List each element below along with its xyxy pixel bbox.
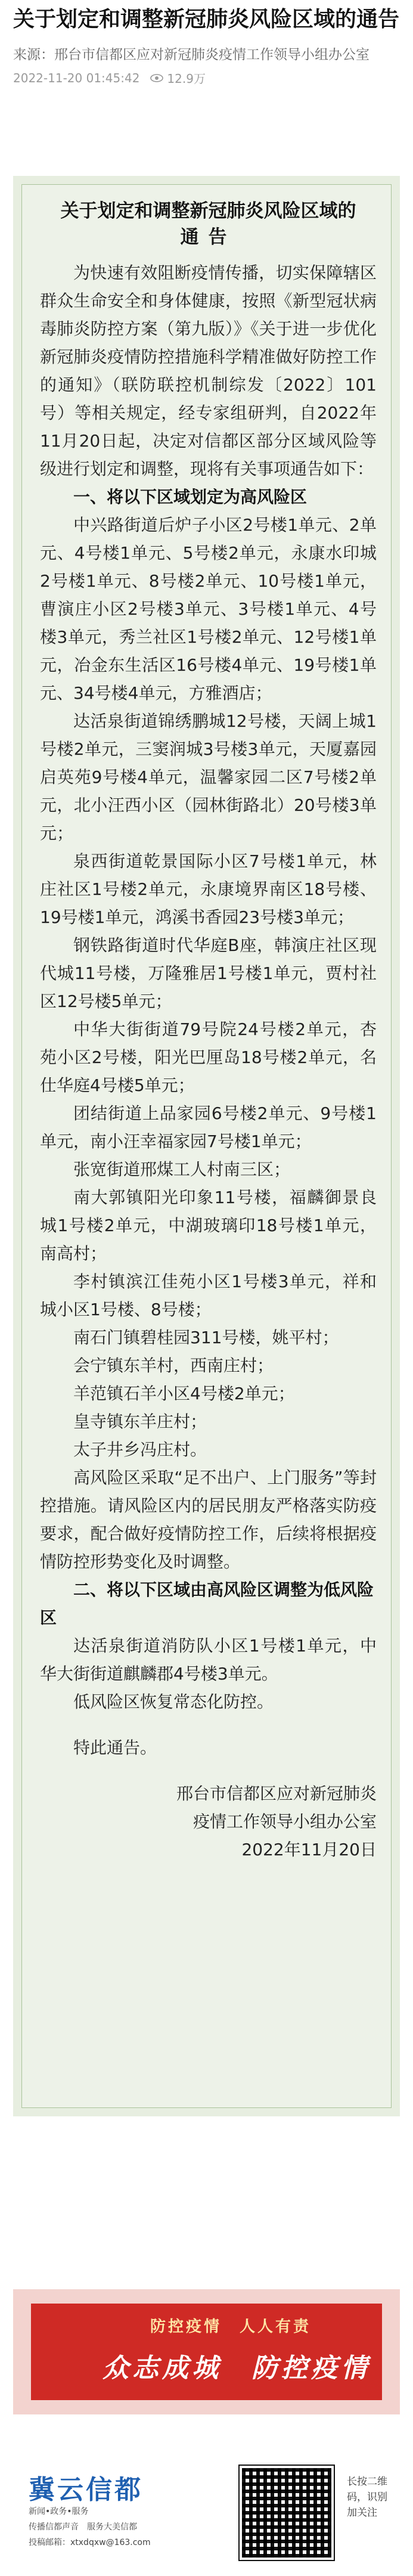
banner-main-text: 众志成城 防控疫情 [103, 2353, 371, 2383]
app-logo: 冀云信都 [29, 2475, 143, 2505]
footer-slogan: 传播信都声音 服务大美信都 [29, 2522, 137, 2532]
article-header [0, 0, 413, 86]
article-source: 来源：邢台市信都区应对新冠肺炎疫情工作领导小组办公室 [13, 47, 369, 63]
notice-title: 关于划定和调整新冠肺炎风险区域的 [60, 200, 356, 222]
area-item: 达活泉街道锦绣鹏城12号楼，天阔上城1号楼2单元，三窦润城3号楼3单元，天厦嘉园启英苑9号楼4单元，温馨家园二区7号楼2单元，北小汪西小区（园林街路北）20号楼3单元； [40, 711, 377, 843]
notice-title-suffix: 通告 [180, 227, 237, 248]
area-item: 南大郭镇阳光印象11号楼，福麟御景良城1号楼2单元，中湖玻璃印18号楼1单元，南高村； [40, 1188, 377, 1263]
view-count-value: 12.9万 [167, 72, 206, 86]
signature-line: 疫情工作领导小组办公室 [192, 1812, 377, 1831]
area-item: 南石门镇碧桂园311号楼，姚平村； [73, 1328, 339, 1347]
prevention-banner [13, 2289, 400, 2414]
area-item: 会宁镇东羊村，西南庄村； [73, 1356, 274, 1375]
footer-card [13, 2462, 400, 2566]
area-item: 泉西街道乾景国际小区7号楼1单元，林庄社区1号楼2单元，永康境界南区18号楼、19号楼1单元，鸿溪书香园23号楼3单元； [40, 851, 377, 927]
qr-code[interactable] [240, 2466, 334, 2560]
article-meta [13, 69, 400, 86]
publish-datetime: 2022-11-20 01:45:42 [13, 70, 140, 85]
area-item: 钢铁路街道时代华庭B座，韩演庄社区现代城11号楼，万隆雅居1号楼1单元，贾村社区12号楼5单元； [40, 935, 377, 1011]
area-item: 团结街道上品家园6号楼2单元、9号楼1单元，南小汪幸福家园7号楼1单元； [40, 1103, 377, 1151]
section-heading-lowered: 二、将以下区域由高风险区调整为低风险区 [40, 1580, 374, 1628]
notice-body [21, 184, 392, 2108]
notice-intro: 为快速有效阻断疫情传播，切实保障辖区群众生命安全和身体健康，按照《新型冠状病毒肺炎防控方案（第九版）》《关于进一步优化新冠肺炎疫情防控措施科学精准做好防控工作的通知》（联防联控机制综发〔2022〕101号）等相关规定，经专家组研判，自2022年11月20日起，决定对信都区部分区域风险等级进行划定和调整，现将有关事项通告如下： [40, 263, 377, 479]
qr-caption: 长按二维码，识别加关注 [347, 2476, 387, 2519]
notice-image [13, 176, 400, 2116]
area-item: 张宽街道邢煤工人村南三区； [73, 1160, 291, 1179]
area-item: 中华大街街道79号院24号楼2单元，杏苑小区2号楼，阳光巴厘岛18号楼2单元，名仕华庭4号楼5单元； [40, 1019, 377, 1095]
banner-panel [31, 2304, 382, 2400]
banner-top-text: 防控疫情 人人有责 [150, 2318, 312, 2336]
low-risk-measures: 低风险区恢复常态化防控。 [73, 1692, 274, 1712]
footer-tagline: 新闻•政务•服务 [29, 2507, 89, 2516]
spacer [40, 1716, 377, 1734]
signature-line: 邢台市信都区应对新冠肺炎 [176, 1784, 377, 1803]
area-item: 中兴路街道后炉子小区2号楼1单元、2单元、4号楼1单元、5号楼2单元，永康水印城2号楼1单元、8号楼2单元、10号楼1单元，曹演庄小区2号楼3单元、3号楼1单元、4号楼3单元，秀兰社区1号楼2单元、12号楼1单元，冶金东生活区16号楼4单元、19号楼1单元、34号楼4单元，方雅酒店； [40, 515, 377, 703]
high-risk-measures: 高风险区采取“足不出户、上门服务”等封控措施。请风险区内的居民朋友严格落实防疫要求，配合做好疫情防控工作，后续将根据疫情防控形势变化及时调整。 [40, 1468, 377, 1571]
lowered-areas: 达活泉街道消防队小区1号楼1单元，中华大街街道麒麟郡4号楼3单元。 [40, 1636, 377, 1684]
area-item: 李村镇滨江佳苑小区1号楼3单元，祥和城小区1号楼、8号楼； [40, 1272, 377, 1319]
area-item: 羊范镇石羊小区4号楼2单元； [73, 1384, 295, 1403]
area-item: 太子井乡冯庄村。 [73, 1440, 207, 1459]
section-heading-high-risk: 一、将以下区域划定为高风险区 [73, 487, 308, 507]
article-headline: 关于划定和调整新冠肺炎风险区域的通告 [13, 7, 400, 32]
view-count [150, 69, 206, 86]
footer-mail: 投稿邮箱：xtxdqxw@163.com [29, 2538, 151, 2547]
sign-date: 2022年11月20日 [241, 1840, 377, 1859]
spacer [40, 1762, 377, 1780]
closing-text: 特此通告。 [73, 1738, 157, 1757]
area-item: 皇寺镇东羊庄村； [73, 1412, 207, 1431]
eye-icon [150, 74, 163, 82]
